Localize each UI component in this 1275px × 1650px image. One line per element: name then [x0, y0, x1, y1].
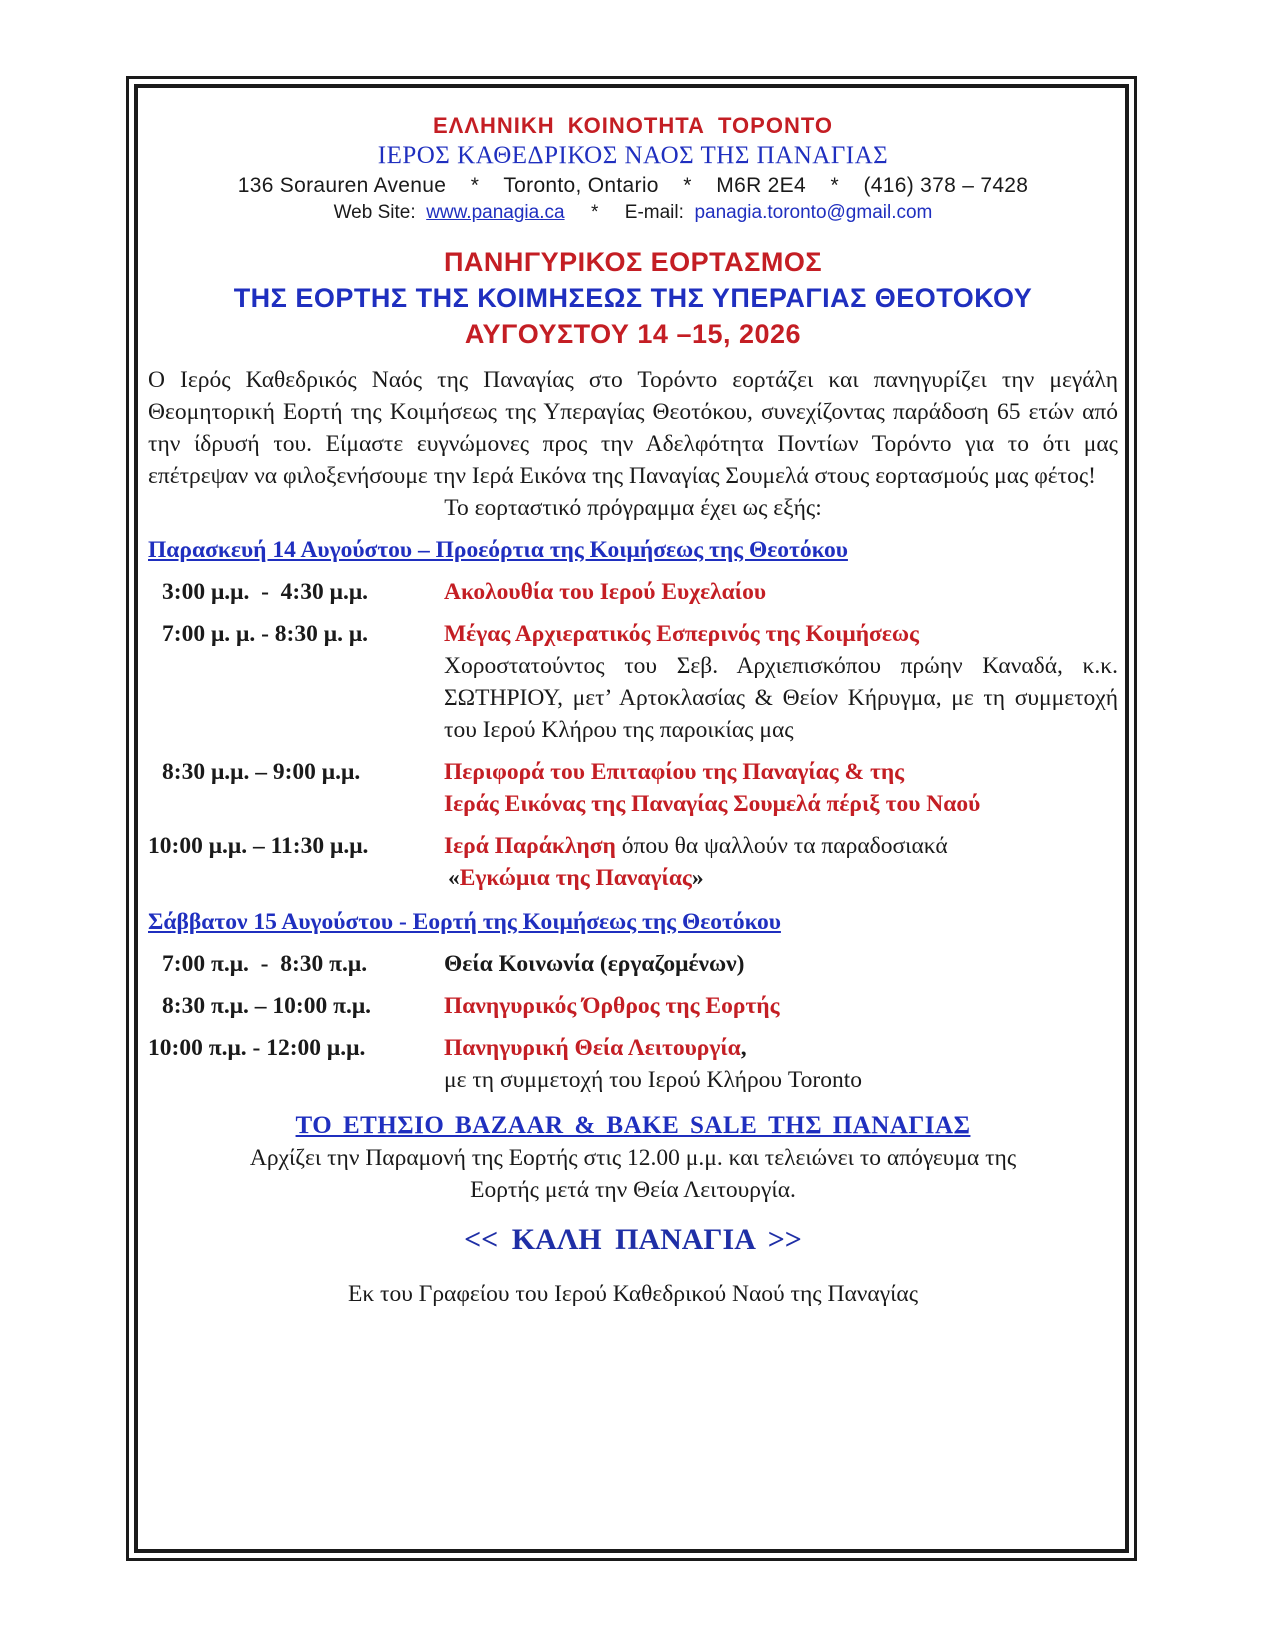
web-label: Web Site:	[333, 202, 416, 223]
saturday-heading: Σάββατον 15 Αυγούστου - Εορτή της Κοιμήσεως της Θεοτόκου	[148, 909, 781, 935]
event-title: Πανηγυρικός Όρθρος της Εορτής	[444, 993, 780, 1019]
program-intro: Το εορταστικό πρόγραμμα έχει ως εξής:	[444, 495, 822, 521]
schedule-row	[148, 830, 1118, 894]
event-title-line1: Περιφορά του Επιταφίου της Παναγίας & της	[444, 759, 905, 785]
community-name: ΕΛΛΗΝΙΚΗ ΚΟΙΝΟΤΗΤΑ ΤΟΡΟΝΤΟ	[432, 113, 833, 138]
event-description: με τη συμμετοχή του Ιερού Κλήρου Toronto	[444, 1067, 862, 1093]
contact-line	[148, 200, 1118, 226]
event-time: 7:00 μ. μ. - 8:30 μ. μ.	[162, 621, 369, 647]
friday-heading: Παρασκευή 14 Αυγούστου – Προεόρτια της Κοιμήσεως της Θεοτόκου	[148, 537, 848, 563]
schedule-row	[148, 618, 1118, 746]
schedule-row	[148, 990, 1118, 1022]
event-time: 10:00 μ.μ. – 11:30 μ.μ.	[148, 833, 369, 859]
feast-title-line2: ΤΗΣ ΕΟΡΤΗΣ ΤΗΣ ΚΟΙΜΗΣΕΩΣ ΤΗΣ ΥΠΕΡΑΓΙΑΣ ΘΕΟΤΟΚΟΥ	[233, 283, 1033, 313]
event-time: 10:00 π.μ. - 12:00 μ.μ.	[148, 1035, 366, 1061]
event-time: 8:30 μ.μ. – 9:00 μ.μ.	[162, 759, 361, 785]
event-time: 8:30 π.μ. – 10:00 π.μ.	[162, 993, 372, 1019]
website-link[interactable]: www.panagia.ca	[426, 202, 565, 223]
bazaar-title: ΤΟ ΕΤΗΣΙΟ BAZAAR & BAKE SALE ΤΗΣ ΠΑΝΑΓΙΑΣ	[295, 1112, 971, 1139]
saturday-schedule	[148, 948, 1118, 1096]
email-label: E-mail:	[624, 202, 684, 223]
event-details	[444, 1032, 1118, 1096]
contact-separator: *	[590, 202, 599, 223]
event-title: Ακολουθία του Ιερού Ευχελαίου	[444, 579, 767, 605]
closing-greeting: << ΚΑΛΗ ΠΑΝΑΓΙΑ >>	[464, 1223, 802, 1256]
event-details	[444, 756, 1118, 820]
bazaar-text-line1: Αρχίζει την Παραμονή της Εορτής στις 12.00 μ.μ. και τελειώνει το απόγευμα της	[249, 1145, 1017, 1171]
schedule-row	[148, 576, 1118, 608]
hymn-title: Εγκώμια της Παναγίας	[459, 865, 692, 891]
event-details	[444, 948, 1118, 980]
event-title-line2: Ιεράς Εικόνας της Παναγίας Σουμελά πέριξ του Ναού	[444, 791, 981, 817]
cathedral-name: ΙΕΡΟΣ ΚΑΘΕΔΡΙΚΟΣ ΝΑΟΣ ΤΗΣ ΠΑΝΑΓΙΑΣ	[377, 142, 889, 169]
quote-close: »	[691, 865, 704, 891]
feast-heading	[148, 244, 1118, 352]
bazaar-text-line2: Εορτής μετά την Θεία Λειτουργία.	[470, 1177, 796, 1203]
bazaar-section	[148, 1110, 1118, 1206]
feast-date: ΑΥΓΟΥΣΤΟΥ 14 –15, 2026	[464, 319, 802, 349]
event-title: Πανηγυρική Θεία Λειτουργία	[444, 1035, 741, 1061]
event-title: Ιερά Παράκληση	[444, 833, 616, 859]
event-title: Θεία Κοινωνία (εργαζομένων)	[444, 951, 745, 977]
event-details	[444, 618, 1118, 746]
event-description: Χοροστατούντος του Σεβ. Αρχιεπισκόπου πρώην Καναδά, κ.κ. ΣΩΤΗΡΙΟΥ, μετ’ Αρτοκλασίας & Θείον Κήρυγμα, με τη συμμετοχή του Ιερού Κλήρου της παροικίας μας	[444, 653, 1118, 743]
office-signature: Εκ του Γραφείου του Ιερού Καθεδρικού Ναού της Παναγίας	[347, 1281, 919, 1307]
address-line: 136 Sorauren Avenue * Toronto, Ontario * M6R 2E4 * (416) 378 – 7428	[237, 174, 1029, 197]
schedule-row	[148, 756, 1118, 820]
schedule-row	[148, 948, 1118, 980]
event-details	[444, 830, 1118, 894]
event-details	[444, 576, 1118, 608]
event-comma: ,	[740, 1035, 747, 1061]
event-title: Μέγας Αρχιερατικός Εσπερινός της Κοιμήσεως	[444, 621, 919, 647]
event-time: 3:00 μ.μ. - 4:30 μ.μ.	[162, 579, 369, 605]
flyer-content	[148, 112, 1118, 1310]
friday-schedule	[148, 576, 1118, 894]
quote-open: «	[448, 865, 460, 891]
schedule-row	[148, 1032, 1118, 1096]
feast-title-line1: ΠΑΝΗΓΥΡΙΚΟΣ ΕΟΡΤΑΣΜΟΣ	[443, 247, 823, 277]
event-description: όπου θα ψαλλούν τα παραδοσιακά	[615, 833, 948, 859]
email-link[interactable]: panagia.toronto@gmail.com	[694, 202, 933, 223]
event-time: 7:00 π.μ. - 8:30 π.μ.	[162, 951, 368, 977]
intro-paragraph: Ο Ιερός Καθεδρικός Ναός της Παναγίας στο Τορόντο εορτάζει και πανηγυρίζει την μεγάλη Θεομητορική Εορτή της Κοιμήσεως της Υπεραγίας Θεοτόκου, συνεχίζοντας παράδοση 65 ετών από την ίδρυσή του. Είμαστε ευγνώμονες προς την Αδελφότητα Ποντίων Τορόντο για το ότι μας επέτρεψαν να φιλοξενήσουμε την Ιερά Εικόνα της Παναγίας Σουμελά στους εορτασμούς μας φέτος!	[148, 367, 1118, 489]
event-details	[444, 990, 1118, 1022]
